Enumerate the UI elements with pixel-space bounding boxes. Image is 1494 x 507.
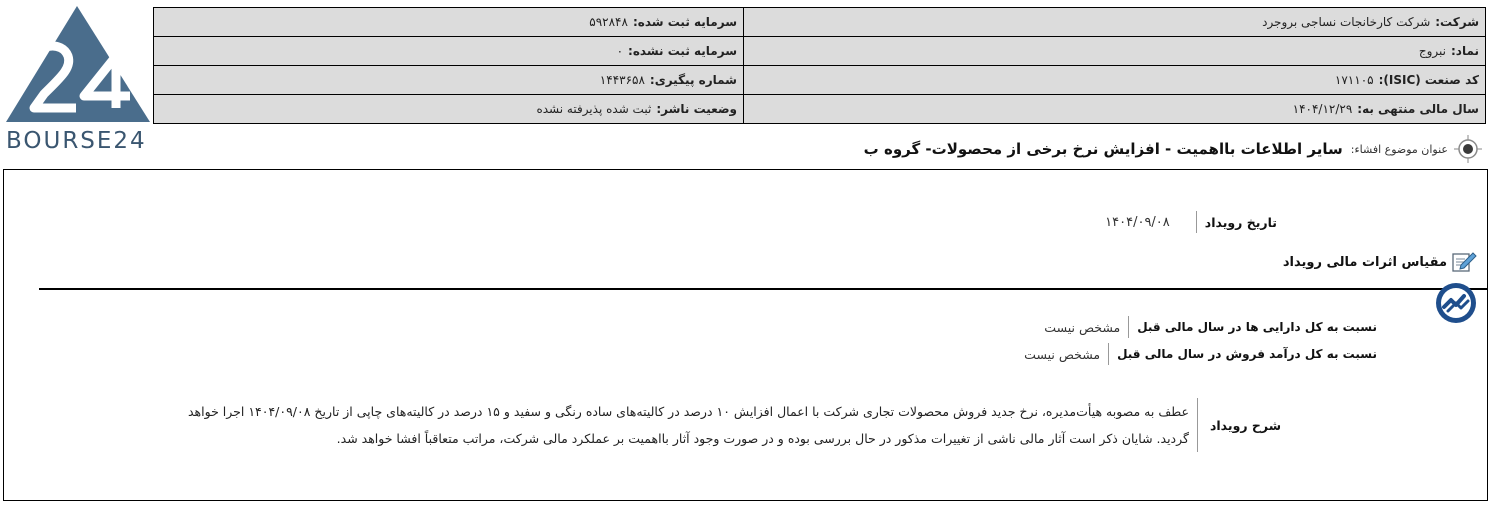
event-date-label: تاریخ رویداد — [1204, 214, 1277, 230]
bourse24-logo — [4, 4, 152, 152]
logo-text: BOURSE24 — [6, 128, 147, 154]
event-date-row — [1105, 211, 1277, 233]
subject-title: سایر اطلاعات بااهمیت - افزایش نرخ برخی از محصولات- گروه ب — [863, 140, 1343, 158]
target-bullet-icon — [1452, 133, 1484, 165]
event-description-label: شرح رویداد — [1209, 417, 1281, 433]
divider — [1196, 211, 1197, 233]
symbol-cell — [744, 37, 1486, 66]
fiscal-year-label: سال مالی منتهی به: — [1357, 102, 1479, 116]
company-info-table — [153, 7, 1486, 124]
divider — [1197, 398, 1198, 452]
logo-mark-icon — [4, 4, 152, 126]
divider — [1108, 343, 1109, 365]
financial-effect-heading — [1283, 250, 1477, 274]
edit-note-icon — [1451, 250, 1477, 274]
symbol-value: نبروج — [1418, 44, 1446, 58]
divider — [1128, 316, 1129, 338]
section-divider — [39, 288, 1487, 290]
isic-value: ۱۷۱۱۰۵ — [1334, 73, 1374, 87]
tracking-label: شماره پیگیری: — [649, 73, 737, 87]
publisher-status-cell — [154, 95, 744, 124]
isic-label: کد صنعت (ISIC): — [1378, 73, 1479, 87]
company-label: شرکت: — [1435, 15, 1479, 29]
unregistered-capital-cell — [154, 37, 744, 66]
isic-cell — [744, 66, 1486, 95]
unregistered-capital-value: ۰ — [616, 44, 624, 58]
info-row — [154, 66, 1486, 95]
info-row — [154, 8, 1486, 37]
asset-ratio-row — [1044, 316, 1377, 338]
unregistered-capital-label: سرمایه ثبت نشده: — [628, 44, 737, 58]
publisher-status-label: وضعیت ناشر: — [656, 102, 737, 116]
asset-ratio-value: مشخص نیست — [1044, 319, 1121, 335]
subject-label: عنوان موضوع افشاء: — [1350, 142, 1448, 156]
company-cell — [744, 8, 1486, 37]
symbol-label: نماد: — [1450, 44, 1479, 58]
event-description-text — [188, 398, 1189, 452]
tracking-value: ۱۴۴۳۶۵۸ — [599, 73, 645, 87]
tracking-cell — [154, 66, 744, 95]
info-row — [154, 37, 1486, 66]
event-description-row — [141, 398, 1281, 452]
event-details-box — [3, 169, 1488, 501]
info-row — [154, 95, 1486, 124]
codal-logo-icon[interactable] — [1434, 281, 1478, 325]
description-line: گردید. شایان ذکر است آثار مالی ناشی از تغییرات مذکور در حال بررسی بوده و در صورت وجود آثار بااهمیت بر عملکرد مالی شرکت، مراتب متعاقباً افشا خواهد شد. — [336, 431, 1189, 446]
revenue-ratio-value: مشخص نیست — [1024, 346, 1101, 362]
event-date-value: ۱۴۰۴/۰۹/۰۸ — [1105, 214, 1170, 230]
revenue-ratio-row — [1024, 343, 1377, 365]
company-value: شرکت کارخانجات نساجی بروجرد — [1262, 15, 1431, 29]
financial-effect-heading-text: مقیاس اثرات مالی رویداد — [1282, 254, 1447, 270]
description-line: عطف به مصوبه هیأت‌مدیره، نرخ جدید فروش محصولات تجاری شرکت با اعمال افزایش ۱۰ درصد در کالیته‌های ساده رنگی و سفید و ۱۵ درصد در کالیته‌های چاپی از تاریخ ۱۴۰۴/۰۹/۰۸ اجرا خواهد — [187, 404, 1189, 419]
disclosure-subject — [864, 133, 1484, 165]
asset-ratio-label: نسبت به کل دارایی ها در سال مالی قبل — [1137, 320, 1377, 334]
registered-capital-label: سرمایه ثبت شده: — [632, 15, 737, 29]
registered-capital-value: ۵۹۲۸۴۸ — [589, 15, 628, 29]
publisher-status-value: ثبت شده پذیرفته نشده — [536, 102, 652, 116]
revenue-ratio-label: نسبت به کل درآمد فروش در سال مالی قبل — [1117, 347, 1377, 361]
registered-capital-cell — [154, 8, 744, 37]
fiscal-year-cell — [744, 95, 1486, 124]
fiscal-year-value: ۱۴۰۴/۱۲/۲۹ — [1292, 102, 1353, 116]
